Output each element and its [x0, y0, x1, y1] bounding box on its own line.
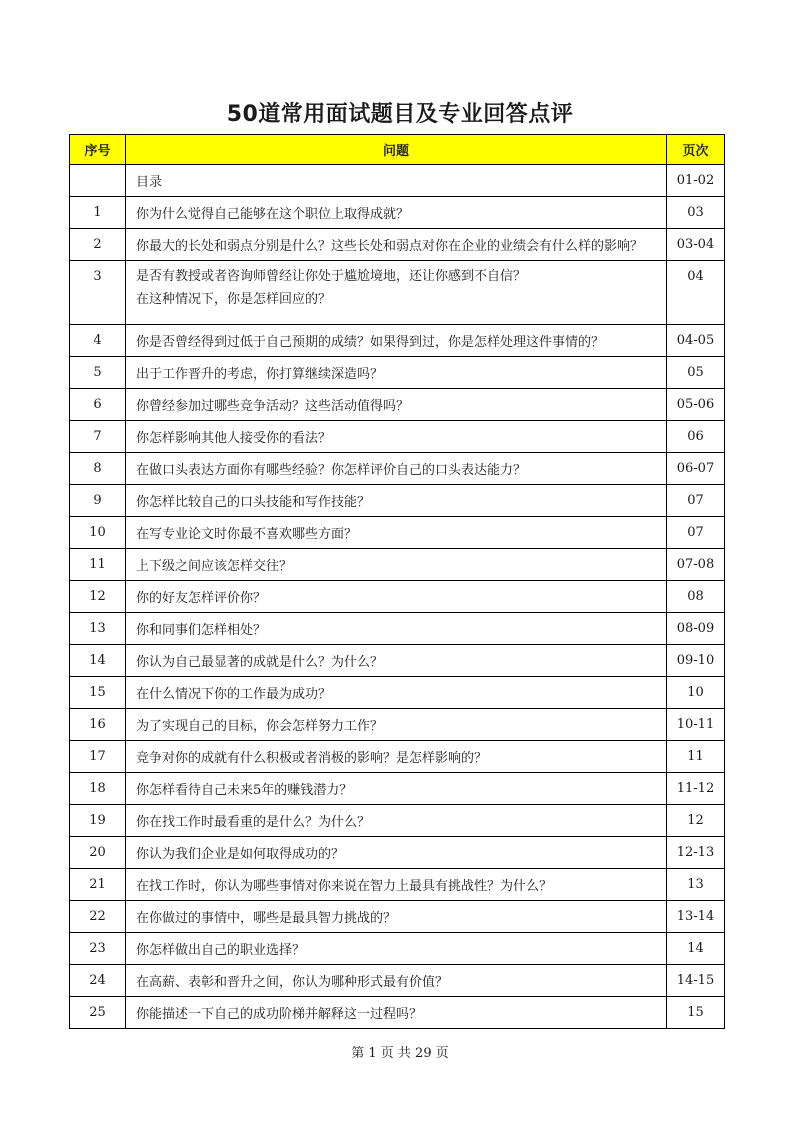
- row-number: 19: [70, 805, 126, 837]
- row-question: 在高薪、表彰和晋升之间，你认为哪种形式最有价值？: [126, 965, 667, 997]
- table-row: [70, 421, 725, 453]
- row-page: 11-12: [667, 773, 725, 805]
- row-question: 在什么情况下你的工作最为成功？: [126, 677, 667, 709]
- table-row: [70, 485, 725, 517]
- header-page: 页次: [667, 135, 725, 165]
- table-row: [70, 741, 725, 773]
- row-number: 24: [70, 965, 126, 997]
- row-question: 在做口头表达方面你有哪些经验？你怎样评价自己的口头表达能力？: [126, 453, 667, 485]
- header-number: 序号: [70, 135, 126, 165]
- row-question: 出于工作晋升的考虑，你打算继续深造吗？: [126, 357, 667, 389]
- row-question: 在找工作时，你认为哪些事情对你来说在智力上最具有挑战性？为什么？: [126, 869, 667, 901]
- table-header-row: [70, 135, 725, 165]
- row-question: 竞争对你的成就有什么积极或者消极的影响？是怎样影响的？: [126, 741, 667, 773]
- row-page: 04-05: [667, 325, 725, 357]
- row-question: 你认为自己最显著的成就是什么？为什么？: [126, 645, 667, 677]
- row-page: 04: [667, 261, 725, 325]
- row-number: 14: [70, 645, 126, 677]
- row-page: 07: [667, 485, 725, 517]
- row-question: 上下级之间应该怎样交往？: [126, 549, 667, 581]
- row-number: 23: [70, 933, 126, 965]
- row-question: 你曾经参加过哪些竞争活动？这些活动值得吗？: [126, 389, 667, 421]
- row-number: 15: [70, 677, 126, 709]
- row-number: 2: [70, 229, 126, 261]
- row-page: 15: [667, 997, 725, 1029]
- row-question: 你的好友怎样评价你？: [126, 581, 667, 613]
- table-row: [70, 229, 725, 261]
- row-page: 13: [667, 869, 725, 901]
- row-question: 在写专业论文时你最不喜欢哪些方面？: [126, 517, 667, 549]
- row-page: 08-09: [667, 613, 725, 645]
- row-number: 7: [70, 421, 126, 453]
- table-row: [70, 805, 725, 837]
- row-question: 为了实现自己的目标，你会怎样努力工作？: [126, 709, 667, 741]
- table-row: [70, 677, 725, 709]
- table-row: [70, 613, 725, 645]
- table-row: [70, 997, 725, 1029]
- row-number: 17: [70, 741, 126, 773]
- table-row: [70, 581, 725, 613]
- table-row: [70, 197, 725, 229]
- row-question: 你为什么觉得自己能够在这个职位上取得成就？: [126, 197, 667, 229]
- row-question: 你怎样看待自己未来5年的赚钱潜力？: [126, 773, 667, 805]
- row-number: 11: [70, 549, 126, 581]
- row-page: 14-15: [667, 965, 725, 997]
- row-question: 你在找工作时最看重的是什么？为什么？: [126, 805, 667, 837]
- row-number: 21: [70, 869, 126, 901]
- row-page: 07-08: [667, 549, 725, 581]
- row-page: 13-14: [667, 901, 725, 933]
- table-row: [70, 933, 725, 965]
- row-page: 06-07: [667, 453, 725, 485]
- question-line: 在这种情况下，你是怎样回应的？: [136, 292, 332, 307]
- table-row: [70, 549, 725, 581]
- row-page: 11: [667, 741, 725, 773]
- row-page: 12-13: [667, 837, 725, 869]
- table-row: [70, 165, 725, 197]
- row-number: 13: [70, 613, 126, 645]
- row-question: 目录: [126, 165, 667, 197]
- row-page: 08: [667, 581, 725, 613]
- row-page: 03-04: [667, 229, 725, 261]
- row-number: 4: [70, 325, 126, 357]
- table-row: [70, 709, 725, 741]
- row-page: 07: [667, 517, 725, 549]
- row-question: 在你做过的事情中，哪些是最具智力挑战的？: [126, 901, 667, 933]
- row-number: 20: [70, 837, 126, 869]
- row-question: 你能描述一下自己的成功阶梯并解释这一过程吗？: [126, 997, 667, 1029]
- row-number: 18: [70, 773, 126, 805]
- table-row: [70, 645, 725, 677]
- row-question: 你认为我们企业是如何取得成功的？: [126, 837, 667, 869]
- row-page: 12: [667, 805, 725, 837]
- row-question: 你和同事们怎样相处？: [126, 613, 667, 645]
- question-line: 是否有教授或者咨询师曾经让你处于尴尬境地，还让你感到不自信？: [136, 269, 527, 284]
- table-row: [70, 453, 725, 485]
- table-row: [70, 389, 725, 421]
- row-question: 你怎样影响其他人接受你的看法？: [126, 421, 667, 453]
- questions-table: [69, 134, 725, 1029]
- row-page: 09-10: [667, 645, 725, 677]
- row-number: 25: [70, 997, 126, 1029]
- page-footer: 第 1 页 共 29 页: [351, 1046, 449, 1061]
- row-number: 3: [70, 261, 126, 325]
- row-page: 10-11: [667, 709, 725, 741]
- table-row: [70, 965, 725, 997]
- table-row: [70, 357, 725, 389]
- row-question: 你是否曾经得到过低于自己预期的成绩？如果得到过，你是怎样处理这件事情的？: [126, 325, 667, 357]
- row-page: 10: [667, 677, 725, 709]
- row-number: 16: [70, 709, 126, 741]
- row-page: 14: [667, 933, 725, 965]
- row-number: 5: [70, 357, 126, 389]
- table-body: [70, 165, 725, 1029]
- row-page: 01-02: [667, 165, 725, 197]
- row-question: [126, 261, 667, 325]
- row-number: 9: [70, 485, 126, 517]
- table-row: [70, 325, 725, 357]
- row-number: 22: [70, 901, 126, 933]
- table-row: [70, 261, 725, 325]
- row-question: 你怎样比较自己的口头技能和写作技能？: [126, 485, 667, 517]
- row-question: 你最大的长处和弱点分别是什么？这些长处和弱点对你在企业的业绩会有什么样的影响？: [126, 229, 667, 261]
- row-number: 1: [70, 197, 126, 229]
- row-page: 06: [667, 421, 725, 453]
- table-row: [70, 837, 725, 869]
- row-number: [70, 165, 126, 197]
- table-row: [70, 773, 725, 805]
- row-question: 你怎样做出自己的职业选择？: [126, 933, 667, 965]
- table-row: [70, 869, 725, 901]
- table-row: [70, 517, 725, 549]
- header-question: 问题: [126, 135, 667, 165]
- row-page: 05: [667, 357, 725, 389]
- row-number: 6: [70, 389, 126, 421]
- row-number: 10: [70, 517, 126, 549]
- row-page: 03: [667, 197, 725, 229]
- row-number: 12: [70, 581, 126, 613]
- row-number: 8: [70, 453, 126, 485]
- row-page: 05-06: [667, 389, 725, 421]
- document-title: 50道常用面试题目及专业回答点评: [226, 102, 574, 127]
- table-row: [70, 901, 725, 933]
